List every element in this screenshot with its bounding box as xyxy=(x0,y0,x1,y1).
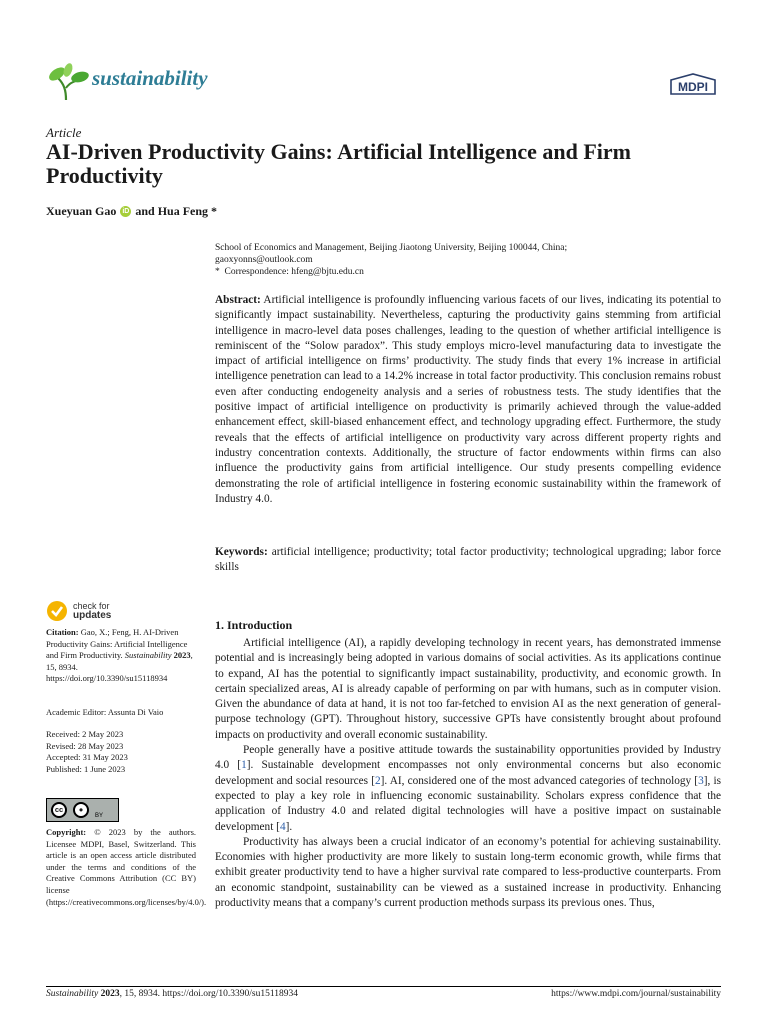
paragraph: Productivity has always been a crucial indicator of an economy’s potential for achieving sustainability. Economies with higher productivity are more likely to sustain long-term economic growth, while firms that exhibit greater productivity tend to have a higher survival rate compared to less-productive counterparts. From an economic standpoint, sustainability can be viewed as a sustained increase in productivity. Enhancing productivity means that a company’s current production methods surpass its previous ones. Thus, xyxy=(215,835,721,910)
correspondence xyxy=(215,266,735,278)
affiliation-line: School of Economics and Management, Beijing Jiaotong University, Beijing 100044, China; xyxy=(215,243,568,253)
by-label: BY xyxy=(95,813,104,819)
article-type: Article xyxy=(46,125,82,140)
keywords-text: artificial intelligence; productivity; total factor productivity; technological upgrading; labor force skills xyxy=(215,546,721,574)
journal-leaf-logo xyxy=(46,60,90,102)
mdpi-logo xyxy=(667,72,719,98)
citation-volume: , 15, 8934. https://doi.org/10.3390/su15118934 xyxy=(46,650,193,684)
author-list xyxy=(46,204,217,219)
citation-link[interactable]: 4 xyxy=(279,820,286,833)
keywords-label: Keywords: xyxy=(215,546,268,558)
affiliation-email[interactable]: gaoxyonns@outlook.com xyxy=(215,255,313,265)
copyright-text: © 2023 by the authors. Licensee MDPI, Basel, Switzerland. This article is an open access article distributed under the terms and conditions of the Creative Commons Attribution (CC BY) license (https://creativecommons.org/licenses/by/4.0/). xyxy=(46,827,207,907)
abstract-text: Artificial intelligence is profoundly influencing various facets of our lives, indicating its potential to significantly impact sustainability. Nevertheless, capturing the productivity gains stemming from artificial intelligence in macro-level data poses challenges, leading to the question of whether artificial intelligence is reminiscent of the “Solow paradox”. This study employs micro-level manufacturing data to investigate the impact of artificial intelligence on firms’ productivity. The study finds that every 1% increase in artificial intelligence penetration can lead to a 14.2% increase in total factor productivity. This conclusion remains robust even after conducting endogeneity analysis and a series of robustness tests. The study identifies that the positive impact of artificial intelligence on productivity is primarily achieved through the value-added enhancement effect, skill-biased enhancement effect, and technology upgrading effect. Furthermore, the study reveals that the effects of artificial intelligence on productivity vary across different property rights and industry concentration contexts. Additionally, the structure of factor endowments within firms can also influence the productivity gains from artificial intelligence. Our study presents compelling evidence demonstrating the role of artificial intelligence in fostering economic sustainability within the framework of Industry 4.0. xyxy=(215,294,722,505)
copyright-label: Copyright: xyxy=(46,827,87,837)
paragraph: People generally have a positive attitude towards the sustainability opportunities provided by Industry 4.0 [1]. Sustainable development encompasses not only environmental concerns but also economic development and social resources [2]. AI, considered one of the most advanced categories of technology [3], is expected to play a key role in influencing economic sustainability. Scholars express confidence that the application of Industry 4.0 and related digital technologies will have a positive impact on sustainable development [4]. xyxy=(215,744,721,833)
revised-date: Revised: 28 May 2023 xyxy=(46,740,124,751)
cc-icon: cc xyxy=(51,802,67,818)
check-for-updates-badge[interactable] xyxy=(46,600,111,622)
introduction-body xyxy=(215,636,721,911)
section-heading: 1. Introduction xyxy=(215,618,293,632)
journal-name: sustainability xyxy=(92,66,208,90)
keywords xyxy=(215,545,721,576)
citation-link[interactable]: 1 xyxy=(241,759,247,772)
received-date: Received: 2 May 2023 xyxy=(46,729,124,739)
footer-journal: Sustainability xyxy=(46,989,99,999)
paragraph: Artificial intelligence (AI), a rapidly developing technology in recent years, has demonstrated immense potential and is increasingly being adopted in various domains of social activities. As its applications continue to expand, AI has the potential to significantly impact sustainability, productivity, and economic growth. In certain specialized areas, AI is already capable of performing on par with humans, such as in computer vision. Given the abundance of data at hand, it is not too far-fetched to envision AI as the next generation of general-purpose technology (GPT). Throughout history, successive GPTs have consistently brought about profound impacts on productivity and overall economic sustainability. xyxy=(215,637,721,741)
footer-journal-url[interactable]: https://www.mdpi.com/journal/sustainability xyxy=(551,989,721,999)
citation-year: 2023 xyxy=(173,650,191,661)
dates-block xyxy=(46,729,196,775)
published-date: Published: 1 June 2023 xyxy=(46,763,126,774)
correspondence-email: Correspondence: hfeng@bjtu.edu.cn xyxy=(224,267,364,277)
footer-divider xyxy=(46,986,721,987)
citation-label: Citation: xyxy=(46,627,79,637)
footer-citation xyxy=(46,989,298,999)
abstract xyxy=(215,293,721,507)
orcid-icon[interactable]: iD xyxy=(122,208,130,215)
attribution-person-icon: ● xyxy=(73,802,89,818)
citation-link[interactable]: 3 xyxy=(698,774,704,787)
accepted-date: Accepted: 31 May 2023 xyxy=(46,752,128,763)
author-name[interactable]: Xueyuan Gao xyxy=(46,204,117,218)
citation-block xyxy=(46,627,196,685)
mdpi-logo-text: MDPI xyxy=(678,80,708,94)
footer-year: 2023 xyxy=(100,989,120,999)
cc-by-license-badge[interactable] xyxy=(46,798,119,822)
copyright-block xyxy=(46,827,207,908)
academic-editor: Academic Editor: Assunta Di Vaio xyxy=(46,707,164,717)
citation-link[interactable]: 2 xyxy=(374,774,381,787)
footer-volume-doi: , 15, 8934. https://doi.org/10.3390/su15118934 xyxy=(119,989,299,999)
cfu-line1: check for xyxy=(73,601,110,611)
asterisk: * xyxy=(215,267,220,277)
author-name[interactable]: and Hua Feng * xyxy=(135,204,218,218)
check-for-updates-icon xyxy=(46,600,68,622)
article-title: AI-Driven Productivity Gains: Artificial Intelligence and Firm Productivity xyxy=(46,139,631,188)
citation-text: Gao, X.; Feng, H. AI-Driven Productivity Gains: Artificial Intelligence and Firm Productivity. xyxy=(46,627,188,661)
citation-journal: Sustainability xyxy=(124,650,172,661)
abstract-label: Abstract: xyxy=(215,294,261,306)
affiliation xyxy=(215,242,735,278)
cfu-line2: updates xyxy=(73,610,112,621)
